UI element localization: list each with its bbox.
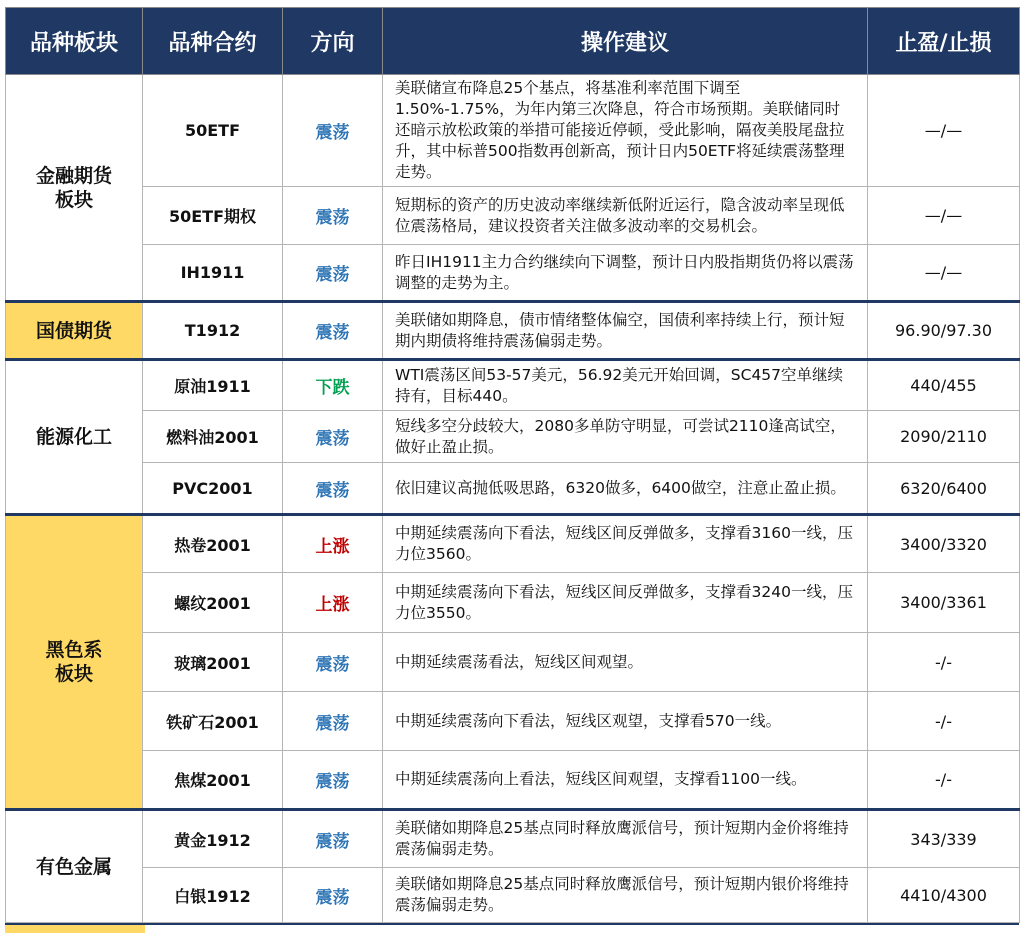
- header-advice: 操作建议: [383, 8, 868, 75]
- advice-cell: 中期延续震荡向下看法，短线区观望，支撑看570一线。: [383, 692, 868, 751]
- sector-ferrous: [6, 515, 143, 810]
- contract-cell: 黄金1912: [143, 810, 283, 868]
- direction-cell: 震荡: [283, 302, 383, 360]
- table-row: [6, 868, 1020, 923]
- sector-label-2: 板块: [54, 663, 93, 685]
- stop-cell: —/—: [868, 187, 1020, 245]
- advice-cell: 中期延续震荡向上看法，短线区间观望，支撑看1100一线。: [383, 751, 868, 810]
- table-row: [6, 633, 1020, 692]
- table-row: [6, 463, 1020, 515]
- header-sector: 品种板块: [6, 8, 143, 75]
- strategy-table: [5, 7, 1020, 923]
- stop-cell: 6320/6400: [868, 463, 1020, 515]
- contract-cell: 50ETF期权: [143, 187, 283, 245]
- table-row: [6, 411, 1020, 463]
- table-row: [6, 573, 1020, 633]
- sector-label: 黑色系: [45, 639, 103, 661]
- contract-cell: 原油1911: [143, 360, 283, 411]
- sector-label: 有色金属: [35, 855, 112, 878]
- next-section-edge: [5, 923, 1019, 933]
- header-row: [6, 8, 1020, 75]
- direction-cell: 震荡: [283, 75, 383, 187]
- stop-cell: 96.90/97.30: [868, 302, 1020, 360]
- sector-bond: [6, 302, 143, 360]
- stop-cell: -/-: [868, 692, 1020, 751]
- direction-cell: 上涨: [283, 515, 383, 573]
- table-row: [6, 245, 1020, 302]
- direction-cell: 震荡: [283, 187, 383, 245]
- stop-cell: 3400/3361: [868, 573, 1020, 633]
- stop-cell: 2090/2110: [868, 411, 1020, 463]
- stop-cell: 3400/3320: [868, 515, 1020, 573]
- sector-nonferrous: [6, 810, 143, 923]
- direction-cell: 震荡: [283, 810, 383, 868]
- direction-cell: 震荡: [283, 692, 383, 751]
- contract-cell: 白银1912: [143, 868, 283, 923]
- advice-cell: 美联储宣布降息25个基点，将基准利率范围下调至1.50%-1.75%，为年内第三次降息，符合市场预期。美联储同时还暗示放松政策的举措可能接近停顿，受此影响，隔夜美股尾盘拉升，其中标普500指数再创新高，预计日内50ETF将延续震荡整理走势。: [383, 75, 868, 187]
- advice-cell: 中期延续震荡看法，短线区间观望。: [383, 633, 868, 692]
- direction-cell: 震荡: [283, 751, 383, 810]
- header-direction: 方向: [283, 8, 383, 75]
- table-row: [6, 751, 1020, 810]
- advice-cell: WTI震荡区间53-57美元，56.92美元开始回调，SC457空单继续持有，目标440。: [383, 360, 868, 411]
- stop-cell: -/-: [868, 751, 1020, 810]
- contract-cell: 焦煤2001: [143, 751, 283, 810]
- sector-label: 国债期货: [35, 319, 112, 342]
- contract-cell: 螺纹2001: [143, 573, 283, 633]
- header-stop: 止盈/止损: [868, 8, 1020, 75]
- contract-cell: IH1911: [143, 245, 283, 302]
- stop-cell: -/-: [868, 633, 1020, 692]
- direction-cell: 下跌: [283, 360, 383, 411]
- advice-cell: 中期延续震荡向下看法，短线区间反弹做多，支撑看3160一线，压力位3560。: [383, 515, 868, 573]
- contract-cell: T1912: [143, 302, 283, 360]
- stop-cell: 440/455: [868, 360, 1020, 411]
- table-row: [6, 692, 1020, 751]
- direction-cell: 震荡: [283, 245, 383, 302]
- table-row: [6, 360, 1020, 411]
- direction-cell: 震荡: [283, 463, 383, 515]
- contract-cell: 燃料油2001: [143, 411, 283, 463]
- table-row: [6, 810, 1020, 868]
- contract-cell: PVC2001: [143, 463, 283, 515]
- direction-cell: 震荡: [283, 868, 383, 923]
- advice-cell: 短期标的资产的历史波动率继续新低附近运行，隐含波动率呈现低位震荡格局，建议投资者关注做多波动率的交易机会。: [383, 187, 868, 245]
- table-row: [6, 302, 1020, 360]
- contract-cell: 热卷2001: [143, 515, 283, 573]
- table-row: [6, 515, 1020, 573]
- direction-cell: 上涨: [283, 573, 383, 633]
- advice-cell: 依旧建议高抛低吸思路，6320做多，6400做空，注意止盈止损。: [383, 463, 868, 515]
- stop-cell: —/—: [868, 245, 1020, 302]
- contract-cell: 铁矿石2001: [143, 692, 283, 751]
- direction-cell: 震荡: [283, 411, 383, 463]
- stop-cell: 343/339: [868, 810, 1020, 868]
- sector-energy: [6, 360, 143, 515]
- contract-cell: 50ETF: [143, 75, 283, 187]
- advice-cell: 昨日IH1911主力合约继续向下调整，预计日内股指期货仍将以震荡调整的走势为主。: [383, 245, 868, 302]
- stop-cell: —/—: [868, 75, 1020, 187]
- advice-cell: 中期延续震荡向下看法，短线区间反弹做多，支撑看3240一线，压力位3550。: [383, 573, 868, 633]
- sector-label: 能源化工: [35, 426, 112, 448]
- sector-label: 金融期货: [35, 164, 112, 187]
- advice-cell: 美联储如期降息25基点同时释放鹰派信号，预计短期内金价将维持震荡偏弱走势。: [383, 810, 868, 868]
- advice-cell: 短线多空分歧较大，2080多单防守明显，可尝试2110逢高试空，做好止盈止损。: [383, 411, 868, 463]
- sector-financial: [6, 75, 143, 302]
- stop-cell: 4410/4300: [868, 868, 1020, 923]
- table-row: [6, 187, 1020, 245]
- direction-cell: 震荡: [283, 633, 383, 692]
- next-sector-edge: [5, 925, 145, 933]
- advice-cell: 美联储如期降息，债市情绪整体偏空，国债利率持续上行，预计短期内期债将维持震荡偏弱走势。: [383, 302, 868, 360]
- header-contract: 品种合约: [143, 8, 283, 75]
- sector-label-2: 板块: [54, 188, 93, 211]
- contract-cell: 玻璃2001: [143, 633, 283, 692]
- table-row: [6, 75, 1020, 187]
- advice-cell: 美联储如期降息25基点同时释放鹰派信号，预计短期内银价将维持震荡偏弱走势。: [383, 868, 868, 923]
